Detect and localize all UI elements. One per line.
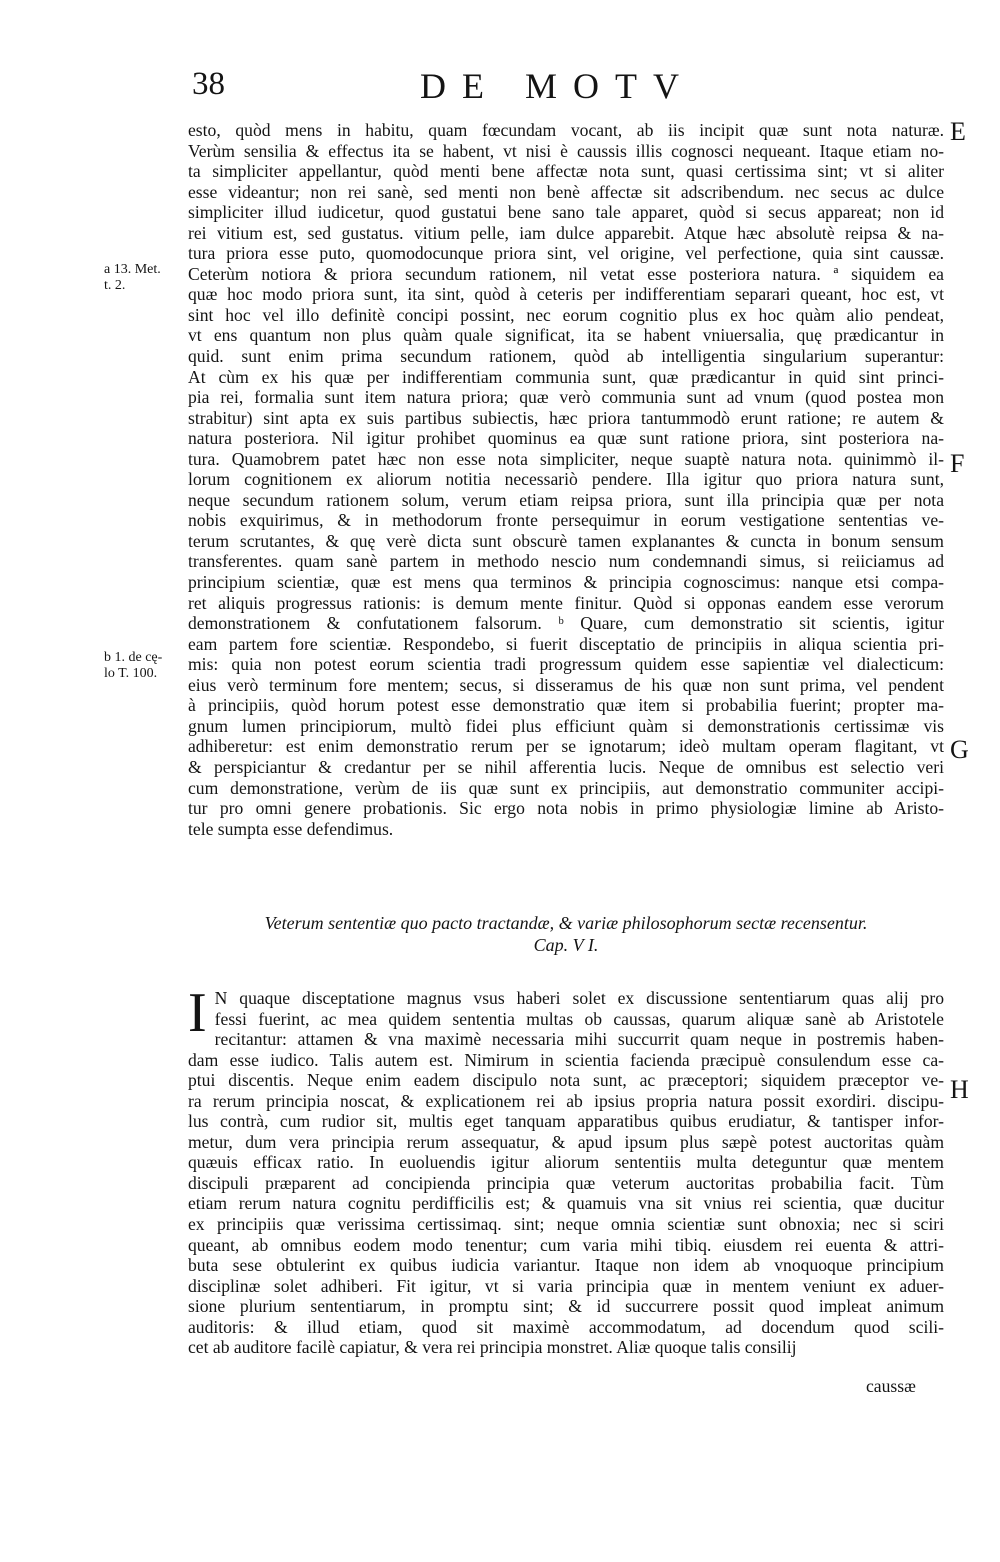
margin-note-line: a 13. Met.	[104, 262, 161, 277]
section-marker-e: E	[950, 117, 966, 146]
text-line: metur, dum vera principia rerum assequatur, & apud ipsum plus sæpè potest auctoritas quàm	[188, 1131, 944, 1152]
text-line: buta sese obtulerint ex quibus iudicia variantur. Itaque non idem ab vnoquoque principium	[188, 1255, 944, 1276]
text-line: vt ens quantum non plus quàm quale significat, ita se habent vniuersalia, quę prædicantur in	[188, 325, 944, 346]
text-line: adhiberetur: est enim demonstratio rerum per se ignotarum; ideò multam operam flagitant, vt	[188, 736, 944, 757]
body-text-section-2	[188, 982, 944, 1358]
text-line: eius verò terminum fore mentem; secus, si disseramus de his quæ non sunt prima, vel pendent	[188, 674, 944, 695]
section-marker-f: F	[950, 449, 965, 478]
text-line: tura. Quamobrem patet hæc non esse nota simpliciter, neque suaptè natura nota. quinimmò il-	[188, 448, 944, 469]
margin-note-line: lo T. 100.	[104, 666, 158, 681]
text-line: tura priora esse puto, quomodocunque priora sint, vel origine, vel perfectione, quia sint caussæ.	[188, 243, 944, 264]
text-line: ptui discentis. Neque enim eadem discipulo nota sunt, ac præceptori; siquidem præceptor ve-	[188, 1070, 944, 1091]
chapter-heading	[188, 912, 944, 956]
body-text-section-1	[188, 120, 944, 839]
text-line: Ceterùm notiora & priora secundum rationem, nil vetat esse posteriora natura. ª siquidem ea	[188, 263, 944, 284]
section-marker-h: H	[950, 1075, 969, 1104]
section-marker-g: G	[950, 735, 969, 764]
text-line: auditoris: & illud etiam, quod sit maximè accommodatum, ad docendum quod scili-	[188, 1316, 944, 1337]
text-line: esse videantur; non rei sanè, sed menti non benè affectæ sit adscribendum. nec secus ac dulce	[188, 181, 944, 202]
chapter-title: Veterum sententiæ quo pacto tractandæ, & variæ philosophorum sectæ recensentur.	[264, 913, 868, 933]
margin-note-a	[104, 262, 186, 294]
text-line: disciplinæ solet adhiberi. Fit igitur, vt si varia principia quæ in mentem veniunt ex aduer-	[188, 1275, 944, 1296]
text-line: terum scrutantes, & quę verè dicta sunt obscurè tamen explanantes & cuncta in bonum sensum	[188, 530, 944, 551]
running-head: DE MOTV	[420, 66, 695, 106]
text-line: tur pro omni genere probationis. Sic ergo nota nobis in primo physiologiæ limine ab Aristo-	[188, 798, 944, 819]
catchword: caussæ	[866, 1376, 916, 1396]
text-line: simpliciter illud iudicetur, quod gustatui bene sano tale apparet, quòd si secus appareat; non id	[188, 202, 944, 223]
margin-note-b	[104, 650, 186, 682]
text-line: etiam rerum natura cognitu perdifficilis est; & quamuis vna sit vnius rei scientia, quæ ducitur	[188, 1193, 944, 1214]
text-line: quæ hoc modo priora sunt, ita sint, quòd à ceteris per indifferentiam separari queant, hoc est, vt	[188, 284, 944, 305]
text-line: nobis exquirimus, & in methodorum fronte persequimur in eorum vestigatione sententias ve-	[188, 510, 944, 531]
text-line: dam esse iudico. Talis autem est. Nimirum in scientia facienda præcipuè consulendum esse ca-	[188, 1049, 944, 1070]
text-line: quæuis efficax ratio. In euoluendis igitur aliorum sententiis multa deteguntur quæ mentem	[188, 1152, 944, 1173]
text-line: fessi fuerint, ac mea quidem sententia multas ob caussas, quarum aliquæ sanè ab Aristotele	[214, 1008, 944, 1029]
text-line: ret aliquis progressus rationis: is demum mente finitur. Quòd si opponas eandem esse verorum	[188, 592, 944, 613]
text-line: gnum lumen principiorum, multò fidei plus efficiunt quàm si demonstrationis certissimæ vis	[188, 715, 944, 736]
text-line: rei vitium est, sed gustatus. vitium pelle, iam dulce apparebit. Atque hæc absolutè reipsa & na-	[188, 222, 944, 243]
text-line: cet ab auditore facilè capiatur, & vera rei principia monstret. Aliæ quoque talis consilij	[188, 1337, 797, 1358]
text-line: quid. sunt enim prima secundum rationem, quòd ab intelligentia singularium superantur:	[188, 346, 944, 367]
chapter-number: Cap. V I.	[533, 935, 599, 955]
text-line: cum demonstratione, verùm de iis quæ sunt ex principiis, aut demonstratio communiter accipi-	[188, 777, 944, 798]
text-line: & perspiciantur & credantur per se nihil afferentia lucis. Neque de omnibus est selectio veri	[188, 756, 944, 777]
text-line: Verùm sensilia & effectus ita se habent, vt nisi è caussis illis cognosci nequeant. Itaque etiam no-	[188, 140, 944, 161]
text-line: lus contrà, cum rudior sit, multis eget tanquam apparatibus quibus erudiatur, & tantisper infor-	[188, 1111, 944, 1132]
text-line: demonstrationem & confutationem falsorum. ᵇ Quare, cum demonstratio sit scientis, igitur	[188, 613, 944, 634]
margin-note-line: b 1. de cę-	[104, 650, 163, 665]
text-line: principium scientiæ, quæ est mens qua terminos & principia cognoscimus: nanque etsi compa-	[188, 572, 944, 593]
text-line: queant, ab omnibus eodem modo tenentur; cum varia mihi tibiq. eiusdem rei euenta & attri-	[188, 1234, 944, 1255]
text-line: lorum cognitionem ex aliorum notitia necessariò pendere. Illa igitur quo priora natura sunt,	[188, 469, 944, 490]
text-line: strabitur) sint apta ex suis partibus subiectis, hæc priora tantummodò erunt ratione; re autem &	[188, 407, 944, 428]
text-line: à principiis, quòd horum potest esse demonstratio quæ item si probabilia fuerint; propter ma-	[188, 695, 944, 716]
drop-cap: I	[188, 982, 207, 1044]
text-line: recitantur: attamen & vna maximè necessaria mihi succurrit quam neque in postremis haben-	[214, 1029, 944, 1050]
text-line: mis: quia non potest eorum scientia tradi progressum quidem esse sapientiæ vel dialecticum:	[188, 654, 944, 675]
text-line: eam partem fore scientiæ. Respondebo, si fuerit disceptatio de principiis in aliqua scientia pri-	[188, 633, 944, 654]
text-line: ra rerum principia noscat, & explicationem rei ab ipsius propria natura possit exordiri. discipu-	[188, 1090, 944, 1111]
text-line: discipuli præparent ad concipienda principia quæ veterum auctoritas probabilia facit. Tùm	[188, 1172, 944, 1193]
text-line: neque secundum rationem solum, verum etiam reipsa priora, sunt illa principia quæ per nota	[188, 489, 944, 510]
text-line: pia rei, formalia sunt item natura priora; quæ verò communia sunt ad vnum (quod postea mon	[188, 387, 944, 408]
text-line: sione plurium sententiarum, in promptu sint; & id succurrere possit quod impleat animum	[188, 1296, 944, 1317]
margin-note-line: t. 2.	[104, 278, 126, 293]
text-line: ta simpliciter appellantur, quòd menti bene affectæ nota sunt, quasi certissima sint; vt si aliter	[188, 161, 944, 182]
text-line: natura posteriora. Nil igitur prohibet quominus ea quæ sunt ratione priora, sint posteriora na-	[188, 428, 944, 449]
text-line: N quaque disceptatione magnus vsus haberi solet ex discussione sententiarum quas alij pro	[214, 988, 944, 1008]
text-line: transferentes. quam sanè partem in methodo nescio num condemnandi simus, si reiiciamus ad	[188, 551, 944, 572]
text-line: sint hoc vel illo definitè concipi possint, nec eorum cognitio plus ex hoc quàm alio pendeat,	[188, 304, 944, 325]
text-line: At cùm ex his quæ per indifferentiam communia sunt, quæ prædicantur in quid sint princi-	[188, 366, 944, 387]
text-line: ex principiis quæ verissima certissimaq. sint; neque omnia scientiæ sunt obnoxia; nec si sciri	[188, 1214, 944, 1235]
text-line: esto, quòd mens in habitu, quam fœcundam vocant, ab iis incipit quæ sunt nota naturæ.	[188, 120, 944, 140]
page-number: 38	[192, 66, 225, 102]
text-line: tele sumpta esse defendimus.	[188, 818, 394, 839]
